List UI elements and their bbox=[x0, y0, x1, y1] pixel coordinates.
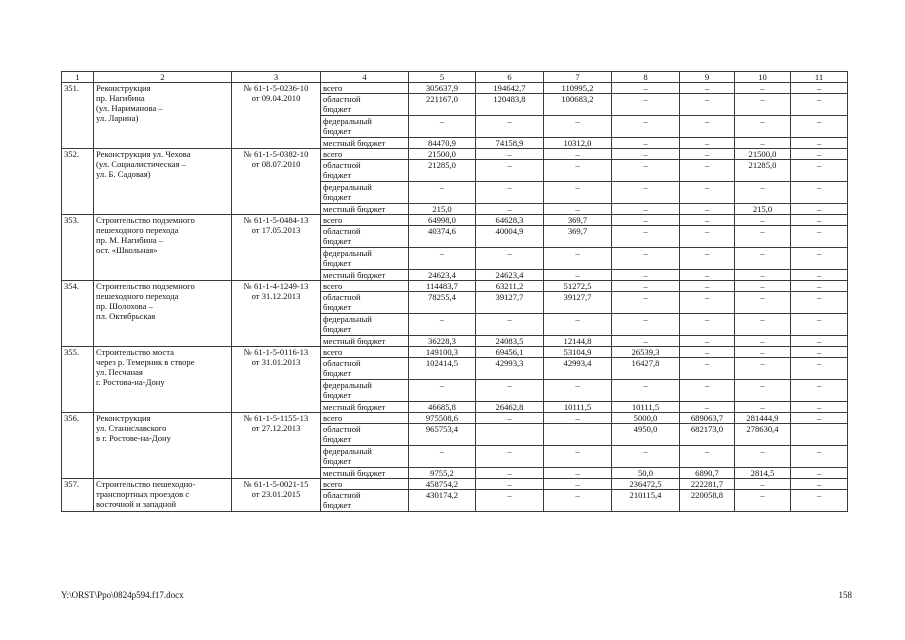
amount-cell: – bbox=[735, 182, 791, 204]
funding-source-cell: местный бюджет bbox=[321, 204, 409, 215]
amount-cell: 84470,9 bbox=[409, 138, 476, 149]
amount-cell: – bbox=[791, 94, 848, 116]
amount-cell: 42993,4 bbox=[544, 358, 612, 380]
amount-cell: – bbox=[409, 446, 476, 468]
amount-cell: – bbox=[680, 446, 735, 468]
amount-cell: 21500,0 bbox=[735, 149, 791, 160]
budget-table-sheet bbox=[61, 71, 839, 512]
amount-cell: – bbox=[544, 116, 612, 138]
amount-cell: – bbox=[544, 479, 612, 490]
header-cell: 1 bbox=[62, 72, 94, 83]
amount-cell: 222281,7 bbox=[680, 479, 735, 490]
amount-cell: 430174,2 bbox=[409, 490, 476, 512]
amount-cell: – bbox=[476, 468, 544, 479]
amount-cell: – bbox=[612, 281, 680, 292]
amount-cell: – bbox=[680, 336, 735, 347]
amount-cell: – bbox=[476, 490, 544, 512]
funding-source-cell: федеральный бюджет bbox=[321, 314, 409, 336]
amount-cell: – bbox=[544, 314, 612, 336]
header-cell: 10 bbox=[735, 72, 791, 83]
funding-source-cell: местный бюджет bbox=[321, 468, 409, 479]
amount-cell: – bbox=[680, 347, 735, 358]
amount-cell: 102414,5 bbox=[409, 358, 476, 380]
object-name-cell: Реконструкция пр. Нагибина (ул. Нариманова – ул. Ларина) bbox=[94, 83, 232, 149]
amount-cell: – bbox=[791, 358, 848, 380]
amount-cell: – bbox=[735, 138, 791, 149]
amount-cell: – bbox=[680, 204, 735, 215]
object-name-cell: Строительство подземного пешеходного перехода пр. М. Нагибина – ост. «Школьная» bbox=[94, 215, 232, 281]
funding-source-cell: всего bbox=[321, 215, 409, 226]
funding-source-cell: местный бюджет bbox=[321, 138, 409, 149]
amount-cell: – bbox=[735, 270, 791, 281]
amount-cell: – bbox=[735, 248, 791, 270]
amount-cell: – bbox=[680, 94, 735, 116]
amount-cell: – bbox=[735, 226, 791, 248]
amount-cell: 305637,9 bbox=[409, 83, 476, 94]
row-number-cell: 357. bbox=[62, 479, 94, 512]
funding-source-cell: областной бюджет bbox=[321, 490, 409, 512]
amount-cell: – bbox=[612, 380, 680, 402]
header-cell: 3 bbox=[232, 72, 321, 83]
amount-cell: – bbox=[791, 402, 848, 413]
table-row bbox=[62, 149, 848, 160]
amount-cell: – bbox=[735, 314, 791, 336]
amount-cell: 16427,8 bbox=[612, 358, 680, 380]
footer-page-number: 158 bbox=[838, 590, 852, 600]
amount-cell: 24083,5 bbox=[476, 336, 544, 347]
amount-cell: 10111,5 bbox=[612, 402, 680, 413]
amount-cell: – bbox=[476, 446, 544, 468]
amount-cell: – bbox=[409, 380, 476, 402]
amount-cell: – bbox=[544, 270, 612, 281]
amount-cell bbox=[544, 424, 612, 446]
object-name-cell: Строительство подземного пешеходного перехода пр. Шолохова – пл. Октябрьская bbox=[94, 281, 232, 347]
amount-cell: – bbox=[735, 336, 791, 347]
amount-cell: – bbox=[544, 468, 612, 479]
amount-cell: – bbox=[612, 248, 680, 270]
amount-cell: – bbox=[680, 215, 735, 226]
amount-cell: – bbox=[409, 182, 476, 204]
funding-source-cell: областной бюджет bbox=[321, 94, 409, 116]
amount-cell: 369,7 bbox=[544, 226, 612, 248]
amount-cell: – bbox=[735, 94, 791, 116]
amount-cell: 369,7 bbox=[544, 215, 612, 226]
amount-cell: 21500,0 bbox=[409, 149, 476, 160]
amount-cell: 21285,0 bbox=[735, 160, 791, 182]
amount-cell: 50,0 bbox=[612, 468, 680, 479]
amount-cell: 2814,5 bbox=[735, 468, 791, 479]
amount-cell: – bbox=[476, 204, 544, 215]
amount-cell: 975508,6 bbox=[409, 413, 476, 424]
amount-cell: 24623,4 bbox=[409, 270, 476, 281]
object-name-cell: Реконструкция ул. Станиславского в г. Ростове-на-Дону bbox=[94, 413, 232, 479]
amount-cell: – bbox=[544, 149, 612, 160]
funding-source-cell: областной бюджет bbox=[321, 160, 409, 182]
row-number-cell: 355. bbox=[62, 347, 94, 413]
amount-cell: 39127,7 bbox=[476, 292, 544, 314]
amount-cell: – bbox=[612, 138, 680, 149]
amount-cell: 10111,5 bbox=[544, 402, 612, 413]
permit-number-cell: № 61-1-5-0484-13 от 17.05.2013 bbox=[232, 215, 321, 281]
amount-cell: 64628,3 bbox=[476, 215, 544, 226]
funding-source-cell: областной бюджет bbox=[321, 424, 409, 446]
amount-cell: – bbox=[544, 446, 612, 468]
header-cell: 2 bbox=[94, 72, 232, 83]
funding-source-cell: всего bbox=[321, 347, 409, 358]
permit-number-cell: № 61-1-5-0236-10 от 09.04.2010 bbox=[232, 83, 321, 149]
amount-cell: – bbox=[791, 226, 848, 248]
amount-cell: – bbox=[735, 215, 791, 226]
amount-cell: – bbox=[612, 446, 680, 468]
amount-cell: – bbox=[680, 358, 735, 380]
row-number-cell: 352. bbox=[62, 149, 94, 215]
amount-cell: – bbox=[476, 116, 544, 138]
amount-cell: 221167,0 bbox=[409, 94, 476, 116]
header-cell: 7 bbox=[544, 72, 612, 83]
amount-cell: – bbox=[612, 226, 680, 248]
amount-cell: 64998,0 bbox=[409, 215, 476, 226]
amount-cell: – bbox=[735, 490, 791, 512]
amount-cell: – bbox=[680, 83, 735, 94]
permit-number-cell: № 61-1-4-1249-13 от 31.12.2013 bbox=[232, 281, 321, 347]
table-row bbox=[62, 479, 848, 490]
amount-cell: – bbox=[476, 314, 544, 336]
amount-cell: – bbox=[544, 490, 612, 512]
funding-source-cell: всего bbox=[321, 83, 409, 94]
amount-cell: 236472,5 bbox=[612, 479, 680, 490]
amount-cell: – bbox=[791, 446, 848, 468]
amount-cell: – bbox=[735, 83, 791, 94]
amount-cell: – bbox=[612, 215, 680, 226]
amount-cell: 78255,4 bbox=[409, 292, 476, 314]
funding-source-cell: всего bbox=[321, 413, 409, 424]
amount-cell: – bbox=[476, 182, 544, 204]
amount-cell: – bbox=[680, 182, 735, 204]
amount-cell: – bbox=[680, 116, 735, 138]
amount-cell: – bbox=[791, 468, 848, 479]
amount-cell: – bbox=[735, 116, 791, 138]
amount-cell: 110995,2 bbox=[544, 83, 612, 94]
amount-cell: 53104,9 bbox=[544, 347, 612, 358]
amount-cell: – bbox=[612, 83, 680, 94]
amount-cell: – bbox=[791, 248, 848, 270]
amount-cell: – bbox=[409, 116, 476, 138]
row-number-cell: 354. bbox=[62, 281, 94, 347]
amount-cell: 194642,7 bbox=[476, 83, 544, 94]
amount-cell: 215,0 bbox=[409, 204, 476, 215]
amount-cell: 278630,4 bbox=[735, 424, 791, 446]
budget-table bbox=[61, 71, 848, 512]
funding-source-cell: федеральный бюджет bbox=[321, 446, 409, 468]
header-cell: 9 bbox=[680, 72, 735, 83]
funding-source-cell: всего bbox=[321, 479, 409, 490]
amount-cell: 215,0 bbox=[735, 204, 791, 215]
amount-cell: 220058,8 bbox=[680, 490, 735, 512]
amount-cell: – bbox=[680, 292, 735, 314]
amount-cell: – bbox=[791, 380, 848, 402]
row-number-cell: 356. bbox=[62, 413, 94, 479]
amount-cell: 63211,2 bbox=[476, 281, 544, 292]
amount-cell: 40374,6 bbox=[409, 226, 476, 248]
amount-cell: – bbox=[735, 446, 791, 468]
amount-cell: – bbox=[544, 204, 612, 215]
table-row bbox=[62, 281, 848, 292]
funding-source-cell: федеральный бюджет bbox=[321, 380, 409, 402]
amount-cell bbox=[791, 424, 848, 446]
amount-cell: 458754,2 bbox=[409, 479, 476, 490]
permit-number-cell: № 61-1-5-1155-13 от 27.12.2013 bbox=[232, 413, 321, 479]
amount-cell: – bbox=[476, 479, 544, 490]
amount-cell: – bbox=[791, 182, 848, 204]
amount-cell: – bbox=[735, 358, 791, 380]
amount-cell: 210115,4 bbox=[612, 490, 680, 512]
amount-cell: 21285,0 bbox=[409, 160, 476, 182]
column-number-header-row bbox=[62, 72, 848, 83]
funding-source-cell: местный бюджет bbox=[321, 402, 409, 413]
funding-source-cell: федеральный бюджет bbox=[321, 248, 409, 270]
amount-cell: 36228,3 bbox=[409, 336, 476, 347]
amount-cell: – bbox=[612, 314, 680, 336]
amount-cell: – bbox=[680, 226, 735, 248]
amount-cell: 24623,4 bbox=[476, 270, 544, 281]
row-number-cell: 351. bbox=[62, 83, 94, 149]
amount-cell: – bbox=[680, 402, 735, 413]
table-row bbox=[62, 347, 848, 358]
amount-cell: 6890,7 bbox=[680, 468, 735, 479]
amount-cell: – bbox=[735, 292, 791, 314]
funding-source-cell: областной бюджет bbox=[321, 358, 409, 380]
amount-cell: 42993,3 bbox=[476, 358, 544, 380]
footer-file-path: Y:\ORST\Ppo\0824p594.f17.docx bbox=[61, 590, 184, 600]
amount-cell: 10312,0 bbox=[544, 138, 612, 149]
amount-cell: – bbox=[409, 248, 476, 270]
amount-cell: 12144,8 bbox=[544, 336, 612, 347]
amount-cell: 100683,2 bbox=[544, 94, 612, 116]
amount-cell: – bbox=[735, 380, 791, 402]
amount-cell: – bbox=[791, 204, 848, 215]
amount-cell: – bbox=[791, 314, 848, 336]
amount-cell: – bbox=[476, 380, 544, 402]
amount-cell: 965753,4 bbox=[409, 424, 476, 446]
permit-number-cell: № 61-1-5-0382-10 от 08.07.2010 bbox=[232, 149, 321, 215]
amount-cell: – bbox=[544, 182, 612, 204]
amount-cell: – bbox=[612, 336, 680, 347]
amount-cell: – bbox=[476, 149, 544, 160]
table-row bbox=[62, 215, 848, 226]
amount-cell: 9755,2 bbox=[409, 468, 476, 479]
funding-source-cell: областной бюджет bbox=[321, 226, 409, 248]
table-row bbox=[62, 413, 848, 424]
header-cell: 8 bbox=[612, 72, 680, 83]
amount-cell: – bbox=[791, 160, 848, 182]
object-name-cell: Реконструкция ул. Чехова (ул. Социалистическая – ул. Б. Садовая) bbox=[94, 149, 232, 215]
amount-cell: – bbox=[612, 204, 680, 215]
funding-source-cell: местный бюджет bbox=[321, 270, 409, 281]
amount-cell: 114483,7 bbox=[409, 281, 476, 292]
amount-cell: – bbox=[735, 347, 791, 358]
amount-cell: – bbox=[544, 160, 612, 182]
amount-cell: – bbox=[612, 292, 680, 314]
funding-source-cell: всего bbox=[321, 149, 409, 160]
amount-cell: – bbox=[544, 413, 612, 424]
funding-source-cell: всего bbox=[321, 281, 409, 292]
amount-cell: 46685,8 bbox=[409, 402, 476, 413]
amount-cell: 26462,8 bbox=[476, 402, 544, 413]
table-row bbox=[62, 83, 848, 94]
amount-cell: – bbox=[680, 138, 735, 149]
amount-cell: 149100,3 bbox=[409, 347, 476, 358]
permit-number-cell: № 61-1-5-0116-13 от 31.01.2013 bbox=[232, 347, 321, 413]
amount-cell: 39127,7 bbox=[544, 292, 612, 314]
object-name-cell: Строительство моста через р. Темерник в створе ул. Песчаная г. Ростова-на-Дону bbox=[94, 347, 232, 413]
amount-cell: – bbox=[680, 314, 735, 336]
amount-cell: – bbox=[409, 314, 476, 336]
header-cell: 4 bbox=[321, 72, 409, 83]
amount-cell: 689063,7 bbox=[680, 413, 735, 424]
amount-cell: – bbox=[791, 116, 848, 138]
permit-number-cell: № 61-1-5-0021-15 от 23.01.2015 bbox=[232, 479, 321, 512]
amount-cell: 51272,5 bbox=[544, 281, 612, 292]
amount-cell: 74158,9 bbox=[476, 138, 544, 149]
amount-cell: – bbox=[476, 413, 544, 424]
amount-cell: – bbox=[680, 380, 735, 402]
amount-cell: – bbox=[680, 270, 735, 281]
funding-source-cell: местный бюджет bbox=[321, 336, 409, 347]
amount-cell: 26539,3 bbox=[612, 347, 680, 358]
amount-cell: – bbox=[791, 490, 848, 512]
amount-cell: – bbox=[476, 160, 544, 182]
amount-cell: – bbox=[612, 116, 680, 138]
amount-cell: – bbox=[791, 83, 848, 94]
amount-cell: – bbox=[791, 336, 848, 347]
amount-cell: – bbox=[791, 413, 848, 424]
amount-cell: 5000,0 bbox=[612, 413, 680, 424]
amount-cell: – bbox=[544, 248, 612, 270]
amount-cell: – bbox=[735, 479, 791, 490]
header-cell: 5 bbox=[409, 72, 476, 83]
funding-source-cell: федеральный бюджет bbox=[321, 116, 409, 138]
amount-cell: – bbox=[612, 149, 680, 160]
amount-cell: 40004,9 bbox=[476, 226, 544, 248]
amount-cell: 281444,9 bbox=[735, 413, 791, 424]
amount-cell: – bbox=[791, 138, 848, 149]
amount-cell: – bbox=[680, 248, 735, 270]
amount-cell: – bbox=[680, 149, 735, 160]
amount-cell: – bbox=[735, 281, 791, 292]
amount-cell: – bbox=[544, 380, 612, 402]
amount-cell: – bbox=[612, 160, 680, 182]
amount-cell: – bbox=[680, 281, 735, 292]
amount-cell: 682173,0 bbox=[680, 424, 735, 446]
amount-cell: – bbox=[791, 347, 848, 358]
amount-cell: – bbox=[791, 149, 848, 160]
amount-cell: – bbox=[612, 182, 680, 204]
funding-source-cell: федеральный бюджет bbox=[321, 182, 409, 204]
header-cell: 6 bbox=[476, 72, 544, 83]
header-cell: 11 bbox=[791, 72, 848, 83]
amount-cell: – bbox=[612, 94, 680, 116]
amount-cell: – bbox=[791, 270, 848, 281]
amount-cell: – bbox=[735, 402, 791, 413]
row-number-cell: 353. bbox=[62, 215, 94, 281]
amount-cell bbox=[476, 424, 544, 446]
amount-cell: 69456,1 bbox=[476, 347, 544, 358]
amount-cell: – bbox=[791, 292, 848, 314]
object-name-cell: Строительство пешеходно- транспортных проездов с восточной и западной bbox=[94, 479, 232, 512]
funding-source-cell: областной бюджет bbox=[321, 292, 409, 314]
amount-cell: – bbox=[791, 479, 848, 490]
amount-cell: 4950,0 bbox=[612, 424, 680, 446]
amount-cell: – bbox=[612, 270, 680, 281]
amount-cell: – bbox=[680, 160, 735, 182]
amount-cell: – bbox=[791, 215, 848, 226]
amount-cell: – bbox=[791, 281, 848, 292]
amount-cell: – bbox=[476, 248, 544, 270]
amount-cell: 120483,8 bbox=[476, 94, 544, 116]
